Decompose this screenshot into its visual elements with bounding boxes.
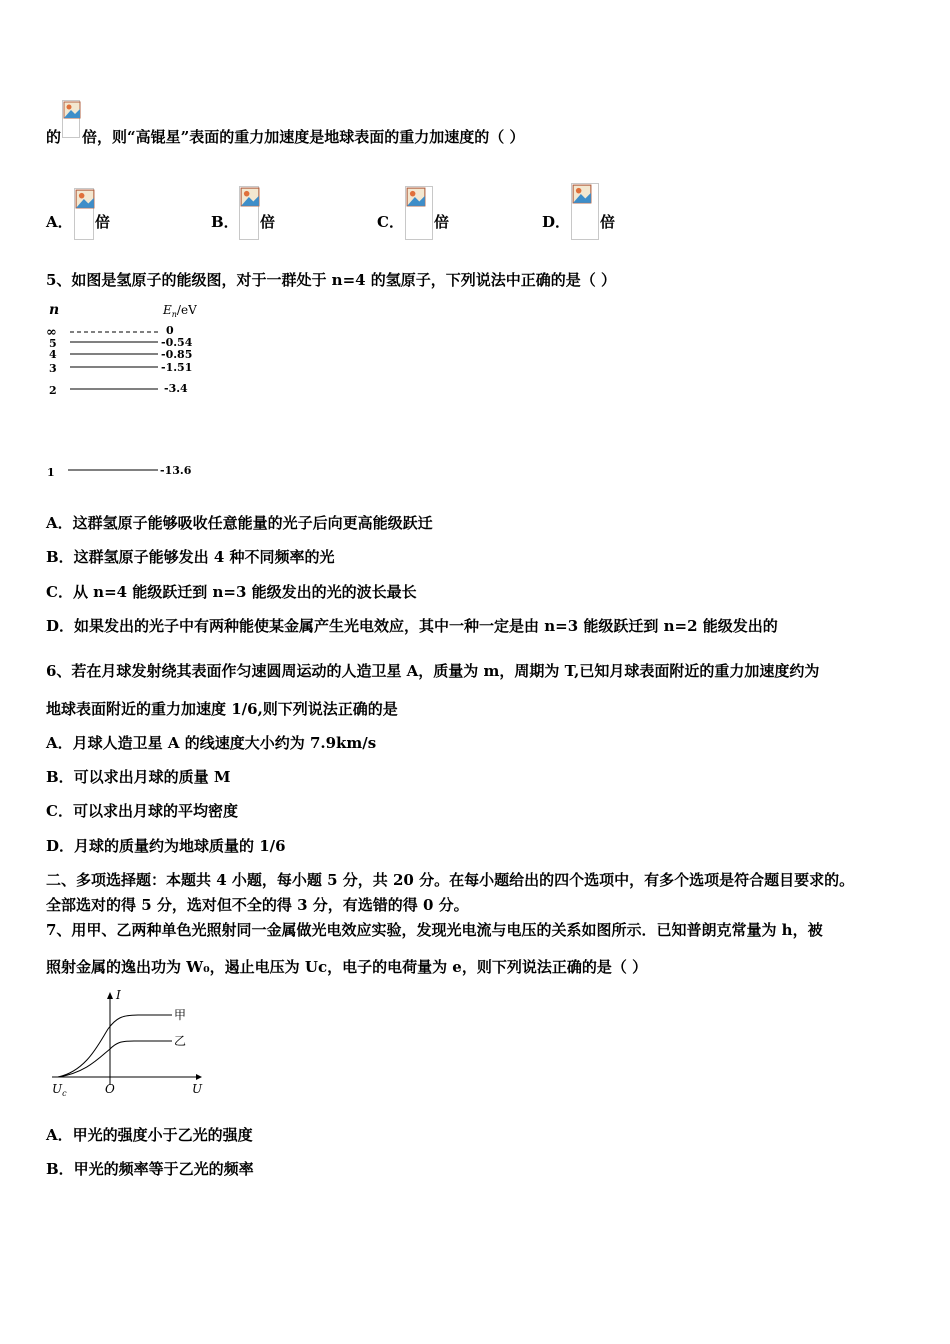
y-axis-arrow: [107, 992, 113, 999]
q6-option-a: A．月球人造卫星 A 的线速度大小约为 7.9km/s: [46, 734, 377, 752]
q5-option-b: B．这群氢原子能够发出 4 种不同频率的光: [46, 548, 335, 566]
level-n-5: 5: [49, 337, 57, 350]
q4-option-c-unit: 倍: [434, 213, 450, 231]
q6-option-b: B．可以求出月球的质量 M: [46, 768, 231, 786]
q4-option-d-image: [571, 183, 599, 240]
broken-image-icon: [406, 187, 426, 207]
broken-image-icon: [63, 101, 81, 119]
broken-image-icon: [240, 187, 260, 207]
uc-label: $U_c$: [52, 1082, 67, 1098]
section2-line2: 全部选对的得 5 分，选对但不全的得 3 分，有选错的得 0 分。: [46, 896, 469, 914]
level-e-2: -3.4: [164, 382, 188, 395]
q4-option-b-image: [239, 186, 259, 240]
level-n-2: 2: [49, 384, 57, 397]
x-axis-arrow: [196, 1074, 202, 1080]
level-n-3: 3: [49, 362, 57, 375]
q4-option-d-unit: 倍: [600, 213, 616, 231]
level-e-4: -0.85: [161, 348, 193, 361]
section2-line1: 二、多项选择题：本题共 4 小题，每小题 5 分，共 20 分。在每小题给出的四个选项中，有多个选项是符合题目要求的。: [46, 871, 855, 889]
q5-option-d: D．如果发出的光子中有两种能使某金属产生光电效应，其中一种一定是由 n=3 能级跃迁到 n=2 能级发出的: [46, 617, 778, 635]
level-n-inf: ∞: [46, 325, 57, 340]
q4-option-c-letter: C．: [377, 213, 404, 231]
q7-stem-line1: 7、用甲、乙两种单色光照射同一金属做光电效应实验，发现光电流与电压的关系如图所示．已知普朗克常量为 h，被: [46, 921, 823, 939]
y-axis-label: I: [116, 988, 121, 1002]
q4-option-d-letter: D．: [542, 213, 571, 231]
broken-image-icon: [75, 189, 95, 209]
q4-option-a-unit: 倍: [95, 213, 111, 231]
level-n-4: 4: [49, 348, 57, 361]
level-e-inf: 0: [166, 324, 174, 337]
q7-stem-line2: 照射金属的逸出功为 W₀，遏止电压为 Uc，电子的电荷量为 e，则下列说法正确的是（ ）: [46, 958, 648, 976]
q7-option-b: B．甲光的频率等于乙光的频率: [46, 1160, 254, 1178]
fraction-image-placeholder: [62, 100, 80, 138]
q4-line-prefix: 的: [46, 128, 62, 146]
q4-option-a-image: [74, 188, 94, 240]
curve-jia: [58, 1015, 172, 1077]
x-axis-label: U: [192, 1082, 203, 1096]
q4-line-suffix: 倍，则“高锟星”表面的重力加速度是地球表面的重力加速度的（ ）: [82, 128, 525, 146]
broken-image-icon: [572, 184, 592, 204]
q4-option-a-letter: A．: [46, 213, 73, 231]
q5-option-c: C．从 n=4 能级跃迁到 n=3 能级发出的光的波长最长: [46, 583, 417, 601]
q5-stem: 5、如图是氢原子的能级图，对于一群处于 n=4 的氢原子，下列说法中正确的是（ ）: [46, 271, 617, 289]
q6-stem-line1: 6、若在月球发射绕其表面作匀速圆周运动的人造卫星 A，质量为 m，周期为 T,已知月球表面附近的重力加速度约为: [46, 662, 820, 680]
q5-option-a: A．这群氢原子能够吸收任意能量的光子后向更高能级跃迁: [46, 514, 433, 532]
q4-option-b-letter: B．: [211, 213, 239, 231]
q7-option-a: A．甲光的强度小于乙光的强度: [46, 1126, 253, 1144]
q6-option-d: D．月球的质量约为地球质量的 1/6: [46, 837, 286, 855]
level-e-3: -1.51: [161, 361, 193, 374]
origin-label: O: [105, 1082, 115, 1096]
q4-option-b-unit: 倍: [260, 213, 276, 231]
n-axis-label: n: [49, 302, 60, 318]
level-e-1: -13.6: [160, 464, 192, 477]
level-n-1: 1: [47, 466, 55, 479]
q6-stem-line2: 地球表面附近的重力加速度 1/6,则下列说法正确的是: [46, 700, 398, 718]
q4-option-c-image: [405, 186, 433, 240]
curve-yi-label: 乙: [174, 1034, 187, 1048]
photocurrent-graph: [46, 985, 206, 1100]
q6-option-c: C．可以求出月球的平均密度: [46, 802, 238, 820]
level-e-5: -0.54: [161, 336, 193, 349]
energy-level-diagram: [40, 298, 215, 483]
energy-axis-label: $E_n/eV$: [163, 303, 197, 319]
curve-yi: [58, 1041, 172, 1077]
curve-jia-label: 甲: [174, 1008, 187, 1022]
